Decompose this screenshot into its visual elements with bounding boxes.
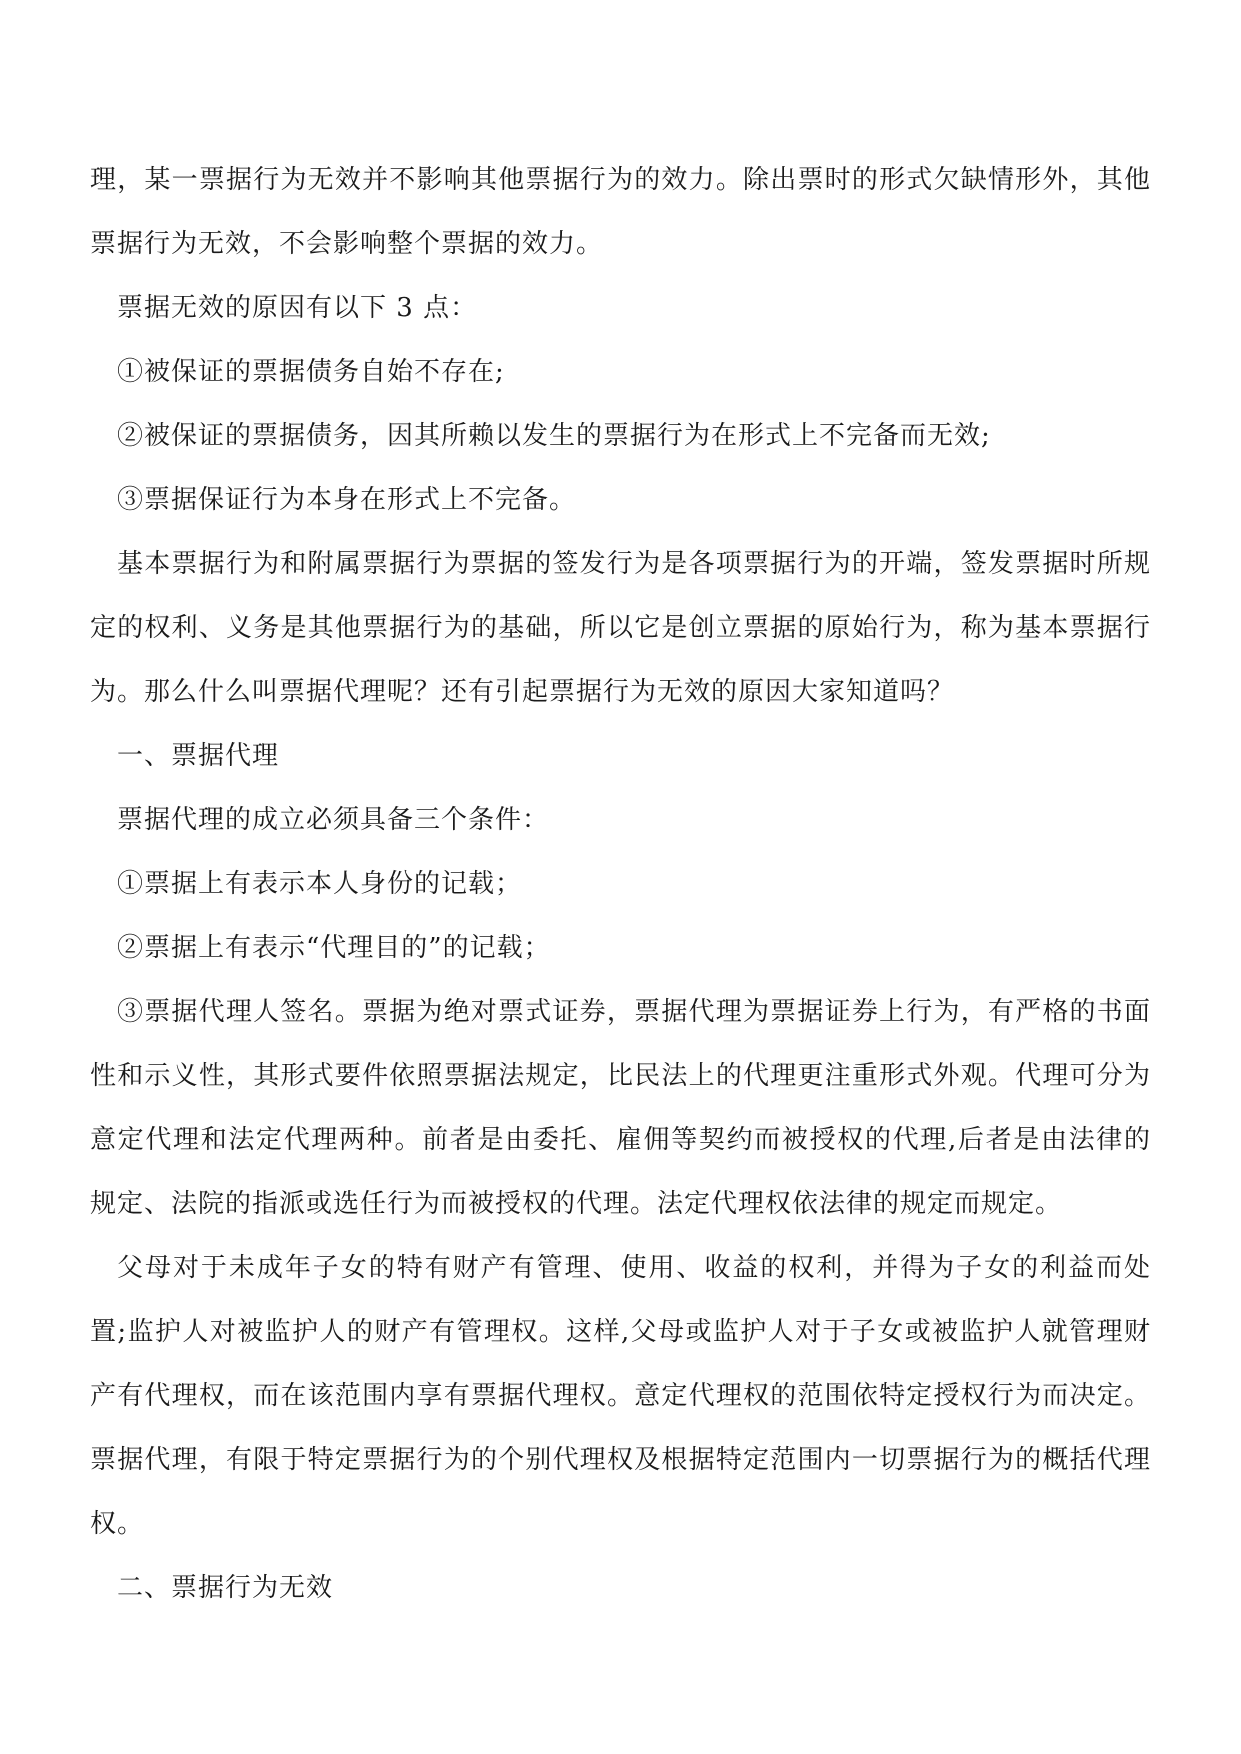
document-body bbox=[90, 148, 1151, 1620]
section-heading-agency: 一、票据代理 bbox=[117, 741, 280, 771]
list-item-condition-1: ①票据上有表示本人身份的记载； bbox=[117, 869, 523, 899]
list-item-cause-1: ①被保证的票据债务自始不存在; bbox=[117, 357, 505, 387]
paragraph-invalid-causes-intro: 票据无效的原因有以下 3 点： bbox=[117, 293, 478, 323]
paragraph-basic-acts: 基本票据行为和附属票据行为票据的签发行为是各项票据行为的开端，签发票据时所规定的权利、义务是其他票据行为的基础，所以它是创立票据的原始行为，称为基本票据行为。那么什么叫票据代理呢？还有引起票据行为无效的原因大家知道吗？ bbox=[90, 549, 1151, 707]
paragraph-agency-conditions: 票据代理的成立必须具备三个条件： bbox=[117, 805, 550, 835]
paragraph-continuation: 理，某一票据行为无效并不影响其他票据行为的效力。除出票时的形式欠缺情形外，其他票据行为无效，不会影响整个票据的效力。 bbox=[90, 165, 1151, 259]
list-item-cause-2: ②被保证的票据债务，因其所赖以发生的票据行为在形式上不完备而无效; bbox=[117, 421, 991, 451]
list-item-cause-3: ③票据保证行为本身在形式上不完备。 bbox=[117, 485, 577, 515]
section-heading-invalid-acts: 二、票据行为无效 bbox=[117, 1573, 334, 1603]
paragraph-guardian-agency: 父母对于未成年子女的特有财产有管理、使用、收益的权利，并得为子女的利益而处置;监护人对被监护人的财产有管理权。这样,父母或监护人对于子女或被监护人就管理财产有代理权，而在该范围内享有票据代理权。意定代理权的范围依特定授权行为而决定。票据代理，有限于特定票据行为的个别代理权及根据特定范围内一切票据行为的概括代理权。 bbox=[90, 1253, 1151, 1539]
list-item-condition-3: ③票据代理人签名。票据为绝对票式证券，票据代理为票据证券上行为，有严格的书面性和示义性，其形式要件依照票据法规定，比民法上的代理更注重形式外观。代理可分为意定代理和法定代理两种。前者是由委托、雇佣等契约而被授权的代理,后者是由法律的规定、法院的指派或选任行为而被授权的代理。法定代理权依法律的规定而规定。 bbox=[90, 997, 1151, 1219]
list-item-condition-2: ②票据上有表示“代理目的”的记载； bbox=[117, 933, 551, 963]
